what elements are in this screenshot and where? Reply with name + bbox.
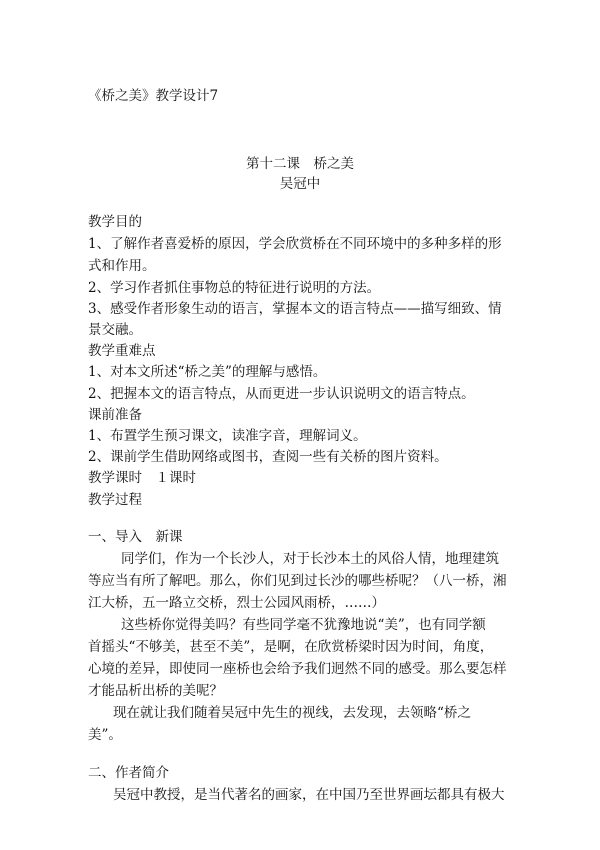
section-heading-process: 教学过程 [88, 492, 142, 508]
preparation-1: 1、布置学生预习课文，读准字音，理解词义。 [88, 428, 367, 444]
key-point-1: 1、对本文所述“桥之美”的理解与感悟。 [88, 364, 327, 380]
preparation-2: 2、课前学生借助网络或图书，查阅一些有关桥的图片资料。 [88, 449, 448, 465]
paragraph-3-line-1: 现在就让我们随着吴冠中先生的视线，去发现，去领略“桥之 [113, 705, 471, 721]
part-1-heading: 一、导入 新课 [88, 529, 183, 545]
objective-3-cont: 景交融。 [88, 322, 142, 338]
paragraph-2-line-1: 这些桥你觉得美吗？有些同学毫不犹豫地说“美”，也有同学额 [121, 617, 486, 633]
paragraph-2-line-2: 首摇头“不够美，甚至不美”，是啊，在欣赏桥梁时因为时间，角度， [88, 639, 494, 655]
section-heading-objectives: 教学目的 [88, 214, 142, 230]
paragraph-2-line-3: 心境的差异，即使同一座桥也会给予我们迥然不同的感受。那么要怎样 [88, 661, 507, 677]
lesson-title: 第十二课 桥之美 [246, 156, 354, 172]
class-hours: 教学课时 １课时 [88, 470, 196, 486]
paragraph-1-line-1: 同学们，作为一个长沙人，对于长沙本土的风俗人情，地理建筑 [121, 551, 499, 567]
paragraph-2-line-4: 才能品析出桥的美呢？ [88, 683, 223, 699]
objective-3: 3、感受作者形象生动的语言，掌握本文的语言特点——描写细致、情 [88, 301, 502, 317]
objective-2: 2、学习作者抓住事物总的特征进行说明的方法。 [88, 280, 381, 296]
objective-1-cont: 式和作用。 [88, 258, 156, 274]
objective-1: 1、了解作者喜爱桥的原因，学会欣赏桥在不同环境中的多种多样的形 [88, 236, 502, 252]
author-intro-line-1: 吴冠中教授，是当代著名的画家，在中国乃至世界画坛都具有极大 [113, 787, 505, 803]
author-name: 吴冠中 [279, 176, 321, 192]
section-heading-preparation: 课前准备 [88, 407, 142, 423]
key-point-2: 2、把握本文的语言特点，从而更进一步认识说明文的语言特点。 [88, 386, 475, 402]
paragraph-1-line-3: 江大桥，五一路立交桥，烈士公园风雨桥，……） [88, 595, 385, 611]
document-header: 《桥之美》教学设计7 [88, 88, 219, 104]
paragraph-3-line-2: 美”。 [88, 727, 122, 743]
part-2-heading: 二、作者简介 [88, 765, 169, 781]
paragraph-1-line-2: 等应当有所了解吧。那么，你们见到过长沙的哪些桥呢？（八一桥，湘 [88, 573, 507, 589]
section-heading-key-points: 教学重难点 [88, 343, 156, 359]
